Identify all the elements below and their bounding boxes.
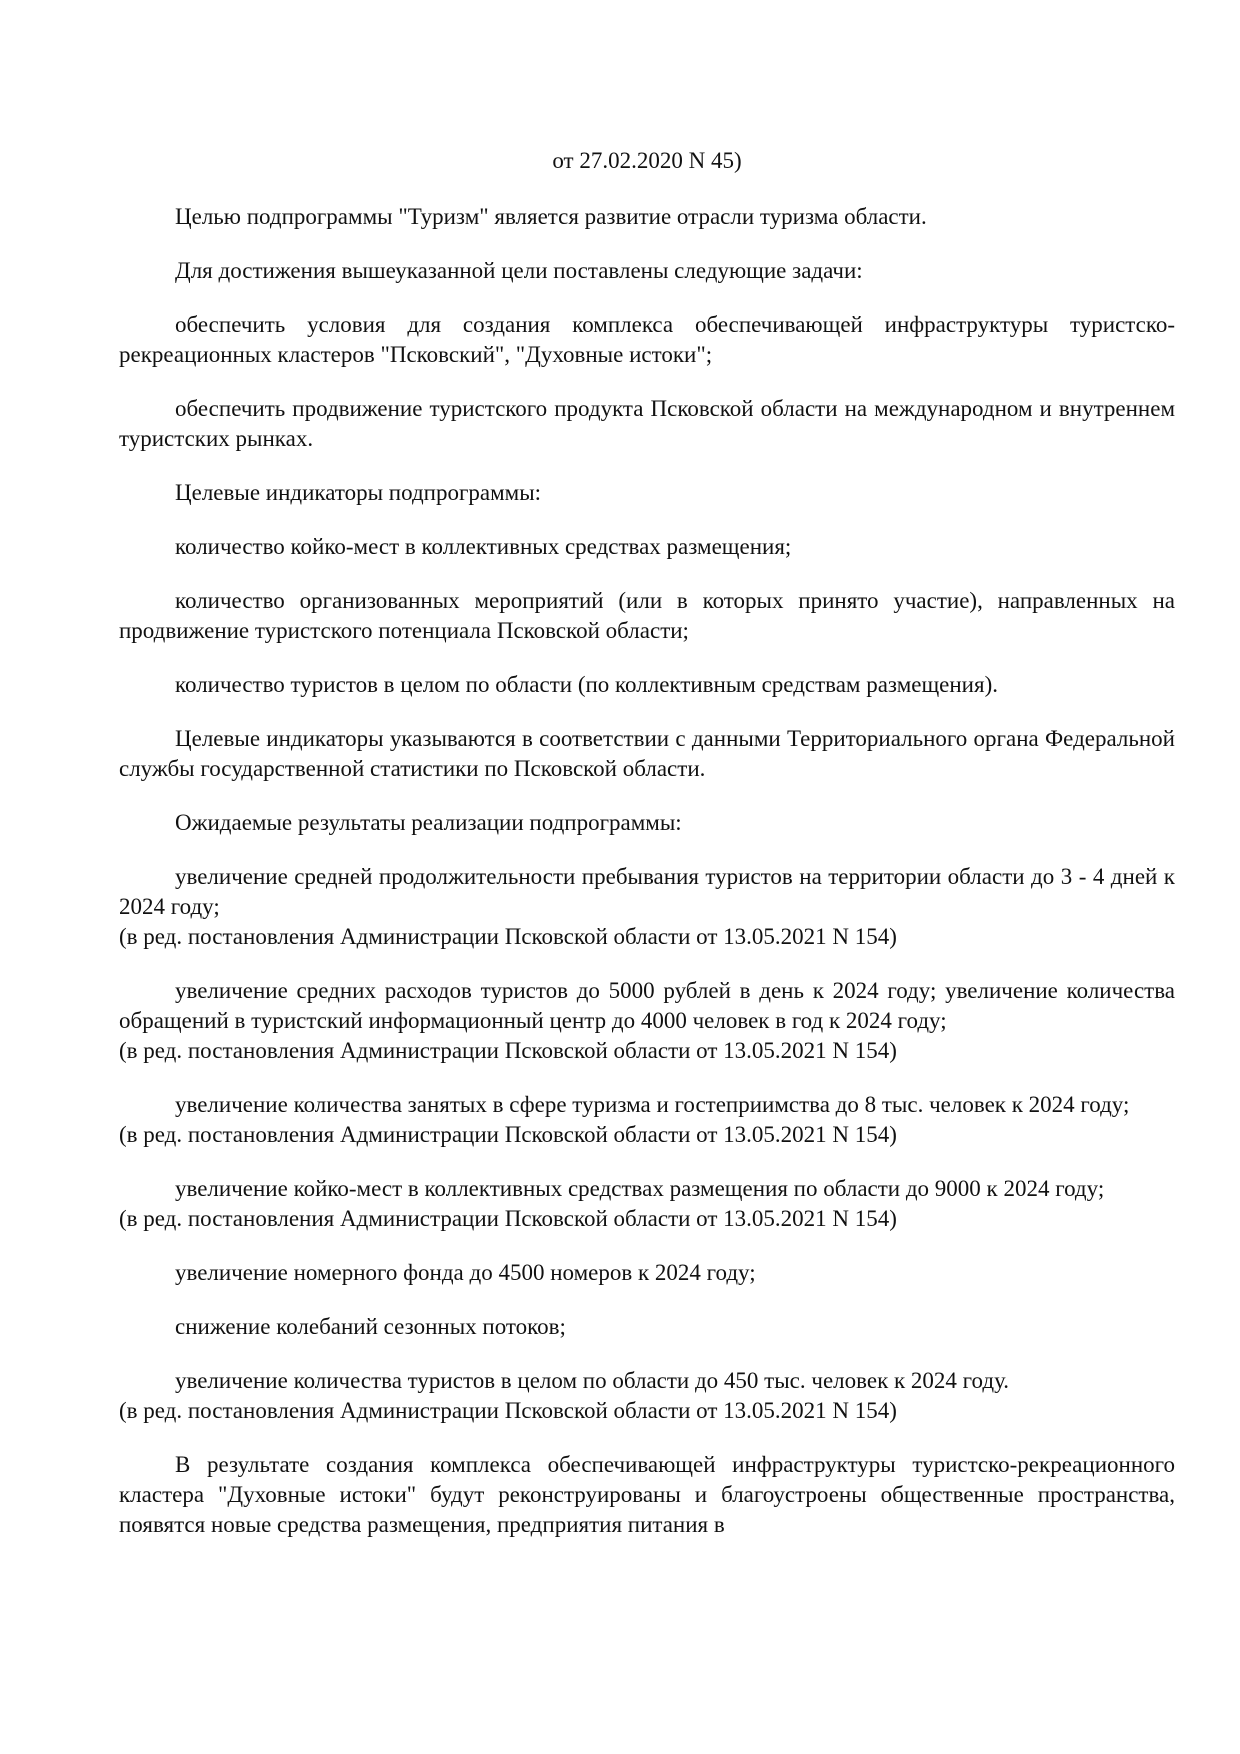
paragraph-result-rooms: увеличение номерного фонда до 4500 номеров к 2024 году; [175, 1260, 756, 1285]
result-text: увеличение количества занятых в сфере туризма и гостеприимства до 8 тыс. человек к 2024 году; [175, 1092, 1130, 1117]
result-text: увеличение средней продолжительности пребывания туристов на территории области до 3 - 4 дней к 2024 году; [119, 864, 1175, 919]
paragraph-result-stay-duration [119, 862, 1175, 952]
paragraph-task-promotion: обеспечить продвижение туристского продукта Псковской области на международном и внутреннем туристских рынках. [119, 396, 1175, 451]
paragraph-results-intro: Ожидаемые результаты реализации подпрограммы: [175, 810, 682, 835]
amendment-note: (в ред. постановления Администрации Псковской области от 13.05.2021 N 154) [119, 1398, 897, 1423]
amendment-note: (в ред. постановления Администрации Псковской области от 13.05.2021 N 154) [119, 924, 897, 949]
document-date-line: от 27.02.2020 N 45) [552, 148, 742, 173]
paragraph-goal: Целью подпрограммы "Туризм" является развитие отрасли туризма области. [175, 204, 927, 229]
document-body [119, 146, 1175, 1540]
result-text: увеличение количества туристов в целом по области до 450 тыс. человек к 2024 году. [175, 1368, 1010, 1393]
amendment-note: (в ред. постановления Администрации Псковской области от 13.05.2021 N 154) [119, 1206, 897, 1231]
amendment-note: (в ред. постановления Администрации Псковской области от 13.05.2021 N 154) [119, 1038, 897, 1063]
paragraph-tasks-intro: Для достижения вышеуказанной цели поставлены следующие задачи: [175, 258, 863, 283]
paragraph-task-infrastructure: обеспечить условия для создания комплекса обеспечивающей инфраструктуры туристско-рекреационных кластеров "Псковский", "Духовные истоки"; [119, 312, 1175, 367]
result-text: увеличение койко-мест в коллективных средствах размещения по области до 9000 к 2024 году; [175, 1176, 1105, 1201]
paragraph-result-seasonality: снижение колебаний сезонных потоков; [175, 1314, 566, 1339]
paragraph-result-spending [119, 976, 1175, 1066]
paragraph-indicators-intro: Целевые индикаторы подпрограммы: [175, 480, 542, 505]
paragraph-indicator-events: количество организованных мероприятий (или в которых принято участие), направленных на продвижение туристского потенциала Псковской области; [119, 588, 1175, 643]
paragraph-indicator-tourists: количество туристов в целом по области (по коллективным средствам размещения). [175, 672, 998, 697]
result-text: увеличение средних расходов туристов до 5000 рублей в день к 2024 году; увеличение количества обращений в туристский информационный центр до 4000 человек в год к 2024 году; [119, 978, 1175, 1033]
amendment-note: (в ред. постановления Администрации Псковской области от 13.05.2021 N 154) [119, 1122, 897, 1147]
paragraph-cluster-outcome: В результате создания комплекса обеспечивающей инфраструктуры туристско-рекреационного кластера "Духовные истоки" будут реконструированы и благоустроены общественные пространства, появятся новые средства размещения, предприятия питания в [119, 1452, 1175, 1537]
paragraph-result-tourist-count [119, 1366, 1175, 1426]
paragraph-result-beds [119, 1174, 1175, 1234]
paragraph-indicators-source: Целевые индикаторы указываются в соответствии с данными Территориального органа Федеральной службы государственной статистики по Псковской области. [119, 726, 1175, 781]
paragraph-result-employment [119, 1090, 1175, 1150]
paragraph-indicator-beds: количество койко-мест в коллективных средствах размещения; [175, 534, 792, 559]
